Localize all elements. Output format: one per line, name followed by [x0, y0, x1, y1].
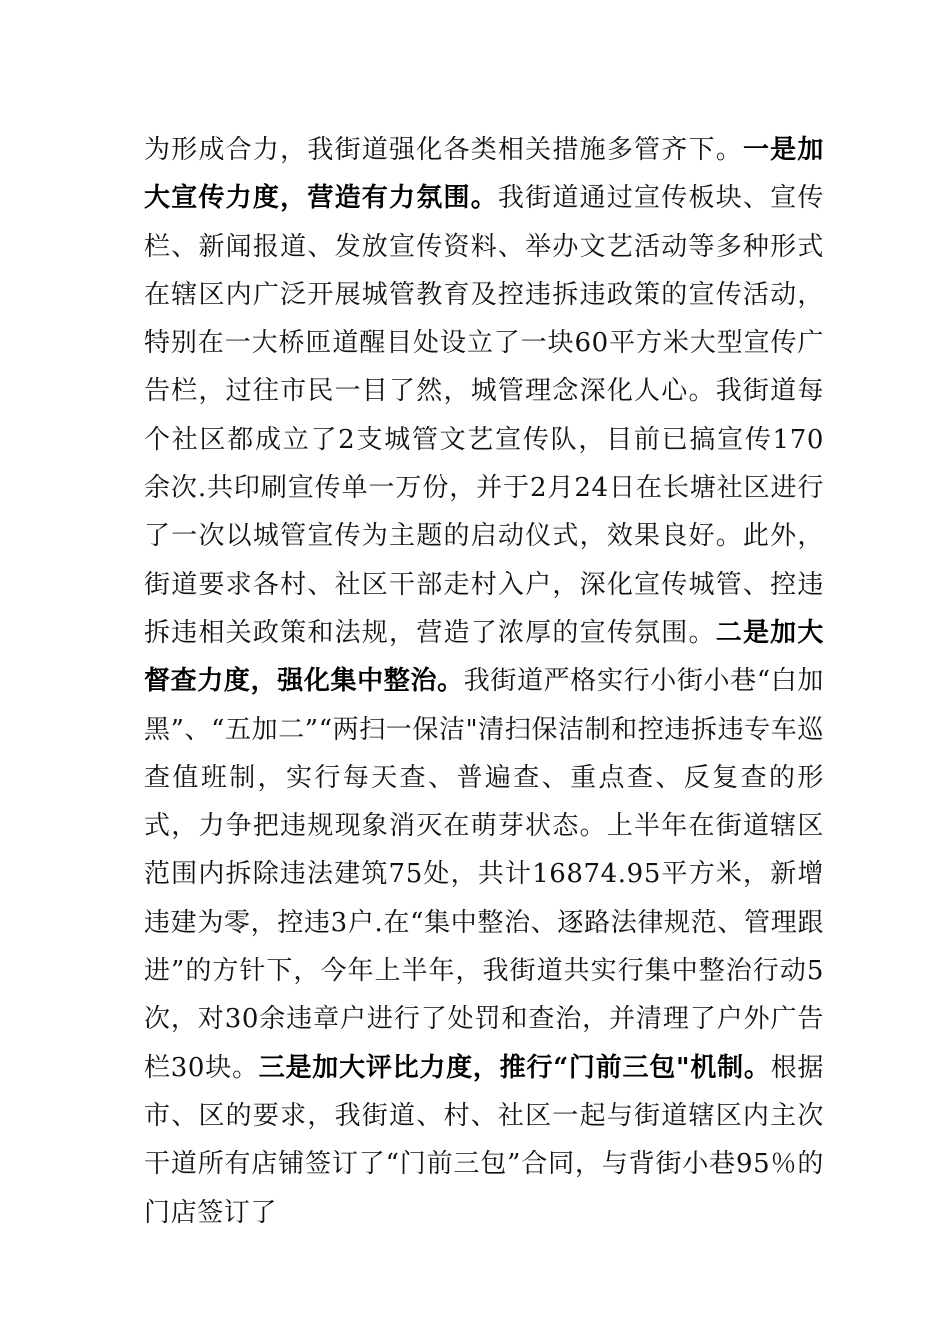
heading-point-1: 一是加大宣传力度，营造有力氛围。	[144, 135, 824, 214]
sentence-intro: 为形成合力，我街道强化各类相关措施多管齐下。	[144, 135, 743, 165]
heading-point-2: 二是加大督查力度，强化集中整治。	[144, 617, 824, 697]
heading-point-3: 三是加大评比力度，推行“门前三包"机制。	[258, 1052, 771, 1083]
sentence-evaluation: 根据市、区的要求，我街道、村、社区一起与街道辖区内主次干道所有店铺签订了“门前三包”合同，与背街小巷95％的门店签订了	[144, 1052, 824, 1228]
sentence-publicity: 我街道通过宣传板块、宣传栏、新闻报道、发放宣传资料、举办文艺活动等多种形式在辖区内广泛开展城管教育及控违拆违政策的宣传活动，特别在一大桥匝道醒目处设立了一块60平方米大型宣传广告栏，过往市民一目了然，城管理念深化人心。我街道每个社区都成立了2支城管文艺宣传队，目前已搞宣传170余次.共印刷宣传单一万份，并于2月24日在长塘社区进行了一次以城管宣传为主题的启动仪式，效果良好。此外，街道要求各村、社区干部走村入户，深化宣传城管、控违拆违相关政策和法规，营造了浓厚的宣传氛围。	[144, 183, 824, 648]
body-paragraph	[144, 126, 824, 1237]
sentence-inspection: 我街道严格实行小街小巷“白加黑”、“五加二”“两扫一保洁"清扫保洁制和控违拆违专车巡查值班制，实行每天查、普遍查、重点查、反复查的形式，力争把违规现象消灭在萌芽状态。上半年在街道辖区范围内拆除违法建筑75处，共计16874.95平方米，新增违建为零，控违3户.在“集中整治、逐路法律规范、管理跟进”的方针下，今年上半年，我街道共实行集中整治行动5次，对30余违章户进行了处罚和查治，并清理了户外广告栏30块。	[144, 666, 824, 1083]
